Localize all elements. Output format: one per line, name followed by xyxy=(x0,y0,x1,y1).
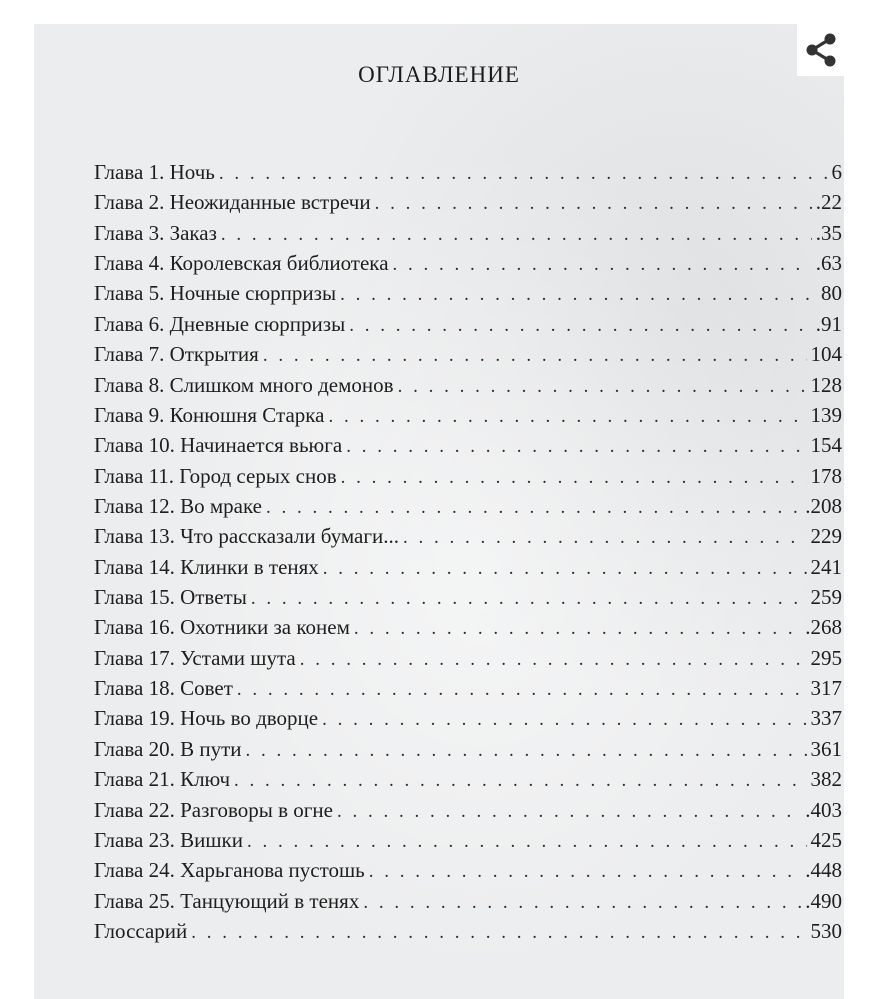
table-of-contents xyxy=(94,160,842,949)
toc-entry-page: 229 xyxy=(810,524,842,549)
toc-entry-page: 361 xyxy=(810,736,842,761)
toc-leader-dots xyxy=(323,558,807,580)
toc-entry xyxy=(94,615,842,645)
toc-entry-page: 382 xyxy=(810,767,842,792)
toc-leader-dots xyxy=(234,770,806,792)
toc-entry-label: Глава 11. Город серых снов xyxy=(94,463,337,488)
toc-entry-label: Глава 16. Охотники за конем xyxy=(94,615,350,640)
toc-entry-page: 241 xyxy=(810,554,842,579)
toc-entry-label: Глава 13. Что рассказали бумаги... xyxy=(94,524,399,549)
toc-entry-label: Глава 17. Устами шута xyxy=(94,645,296,670)
toc-leader-dots xyxy=(300,649,807,671)
toc-entry-page: 259 xyxy=(810,585,842,610)
toc-entry xyxy=(94,342,842,372)
toc-leader-dots xyxy=(191,922,806,944)
toc-leader-dots xyxy=(398,376,807,398)
toc-entry-label: Глоссарий xyxy=(94,918,188,943)
toc-entry xyxy=(94,706,842,736)
toc-leader-dots xyxy=(346,436,806,458)
toc-entry-page: 6 xyxy=(831,160,842,184)
toc-leader-dots xyxy=(369,861,802,883)
toc-entry-label: Глава 2. Неожиданные встречи xyxy=(94,190,371,215)
toc-leader-dots xyxy=(245,740,806,762)
toc-entry-page: .490 xyxy=(805,888,842,913)
toc-leader-dots xyxy=(266,497,801,519)
toc-entry xyxy=(94,312,842,342)
toc-entry xyxy=(94,828,842,858)
toc-entry-page: .91 xyxy=(815,311,842,336)
toc-entry-label: Глава 10. Начинается вьюга xyxy=(94,433,343,458)
toc-entry-label: Глава 4. Королевская библиотека xyxy=(94,251,389,276)
toc-entry-page: 139 xyxy=(810,402,842,427)
toc-entry xyxy=(94,221,842,251)
book-page xyxy=(34,24,844,999)
toc-entry-label: Глава 22. Разговоры в огне xyxy=(94,797,333,822)
toc-entry-label: Глава 25. Танцующий в тенях xyxy=(94,888,360,913)
toc-leader-dots xyxy=(328,406,806,428)
toc-leader-dots xyxy=(263,345,807,367)
toc-leader-dots xyxy=(349,315,812,337)
toc-leader-dots xyxy=(340,284,817,306)
toc-entry-page: 80 xyxy=(821,281,842,306)
toc-entry xyxy=(94,889,842,919)
toc-entry xyxy=(94,403,842,433)
toc-leader-dots xyxy=(393,254,812,276)
toc-entry-page: .268 xyxy=(805,615,842,640)
toc-entry-label: Глава 14. Клинки в тенях xyxy=(94,554,319,579)
toc-leader-dots xyxy=(247,831,807,853)
toc-entry xyxy=(94,190,842,220)
toc-entry-label: Глава 8. Слишком много демонов xyxy=(94,372,394,397)
toc-entry-label: Глава 18. Совет xyxy=(94,676,233,701)
share-icon xyxy=(801,30,841,70)
toc-entry-page: .63 xyxy=(815,251,842,276)
toc-leader-dots xyxy=(237,679,807,701)
toc-entry-label: Глава 12. Во мраке xyxy=(94,493,262,518)
toc-leader-dots xyxy=(354,618,801,640)
toc-entry-label: Глава 20. В пути xyxy=(94,736,242,761)
toc-leader-dots xyxy=(375,193,812,215)
toc-entry xyxy=(94,494,842,524)
toc-entry-label: Глава 9. Конюшня Старка xyxy=(94,402,325,427)
toc-entry-page: 295 xyxy=(810,645,842,670)
toc-entry-page: .403 xyxy=(805,797,842,822)
toc-entry-label: Глава 1. Ночь xyxy=(94,160,215,184)
toc-entry-label: Глава 21. Ключ xyxy=(94,767,231,792)
toc-entry xyxy=(94,646,842,676)
toc-entry xyxy=(94,585,842,615)
toc-leader-dots xyxy=(322,709,806,731)
toc-entry-page: 425 xyxy=(810,827,842,852)
toc-entry xyxy=(94,919,842,949)
toc-leader-dots xyxy=(403,527,807,549)
toc-entry-page: 317 xyxy=(810,676,842,701)
toc-entry-page: .35 xyxy=(815,220,842,245)
toc-entry xyxy=(94,555,842,585)
toc-entry-page: 530 xyxy=(810,918,842,943)
toc-entry xyxy=(94,798,842,828)
toc-leader-dots xyxy=(363,892,801,914)
toc-entry xyxy=(94,464,842,494)
toc-entry-label: Глава 15. Ответы xyxy=(94,585,247,610)
toc-entry-label: Глава 6. Дневные сюрпризы xyxy=(94,311,346,336)
toc-entry-label: Глава 5. Ночные сюрпризы xyxy=(94,281,337,306)
toc-entry-page: 337 xyxy=(810,706,842,731)
toc-entry-label: Глава 24. Харьганова пустошь xyxy=(94,858,365,883)
toc-entry xyxy=(94,767,842,797)
toc-entry-label: Глава 23. Вишки xyxy=(94,827,243,852)
toc-entry-page: 128 xyxy=(810,372,842,397)
toc-entry xyxy=(94,524,842,554)
toc-entry xyxy=(94,737,842,767)
toc-entry xyxy=(94,281,842,311)
toc-entry-page: .22 xyxy=(815,190,842,215)
toc-entry-page: 178 xyxy=(810,463,842,488)
toc-entry-label: Глава 3. Заказ xyxy=(94,220,217,245)
toc-leader-dots xyxy=(337,801,801,823)
toc-leader-dots xyxy=(251,588,807,610)
toc-entry-page: .448 xyxy=(805,858,842,883)
toc-entry xyxy=(94,251,842,281)
toc-entry xyxy=(94,160,842,190)
share-button[interactable] xyxy=(797,24,845,76)
toc-entry-page: 154 xyxy=(810,433,842,458)
toc-entry xyxy=(94,433,842,463)
toc-leader-dots xyxy=(341,467,807,489)
toc-entry-label: Глава 7. Открытия xyxy=(94,342,259,367)
toc-leader-dots xyxy=(221,224,812,246)
toc-entry xyxy=(94,676,842,706)
toc-entry-page: 104 xyxy=(810,342,842,367)
toc-entry-label: Глава 19. Ночь во дворце xyxy=(94,706,319,731)
toc-entry xyxy=(94,373,842,403)
toc-leader-dots xyxy=(219,163,828,185)
toc-entry-page: .208 xyxy=(805,493,842,518)
toc-entry xyxy=(94,858,842,888)
page-title: ОГЛАВЛЕНИЕ xyxy=(358,62,520,87)
